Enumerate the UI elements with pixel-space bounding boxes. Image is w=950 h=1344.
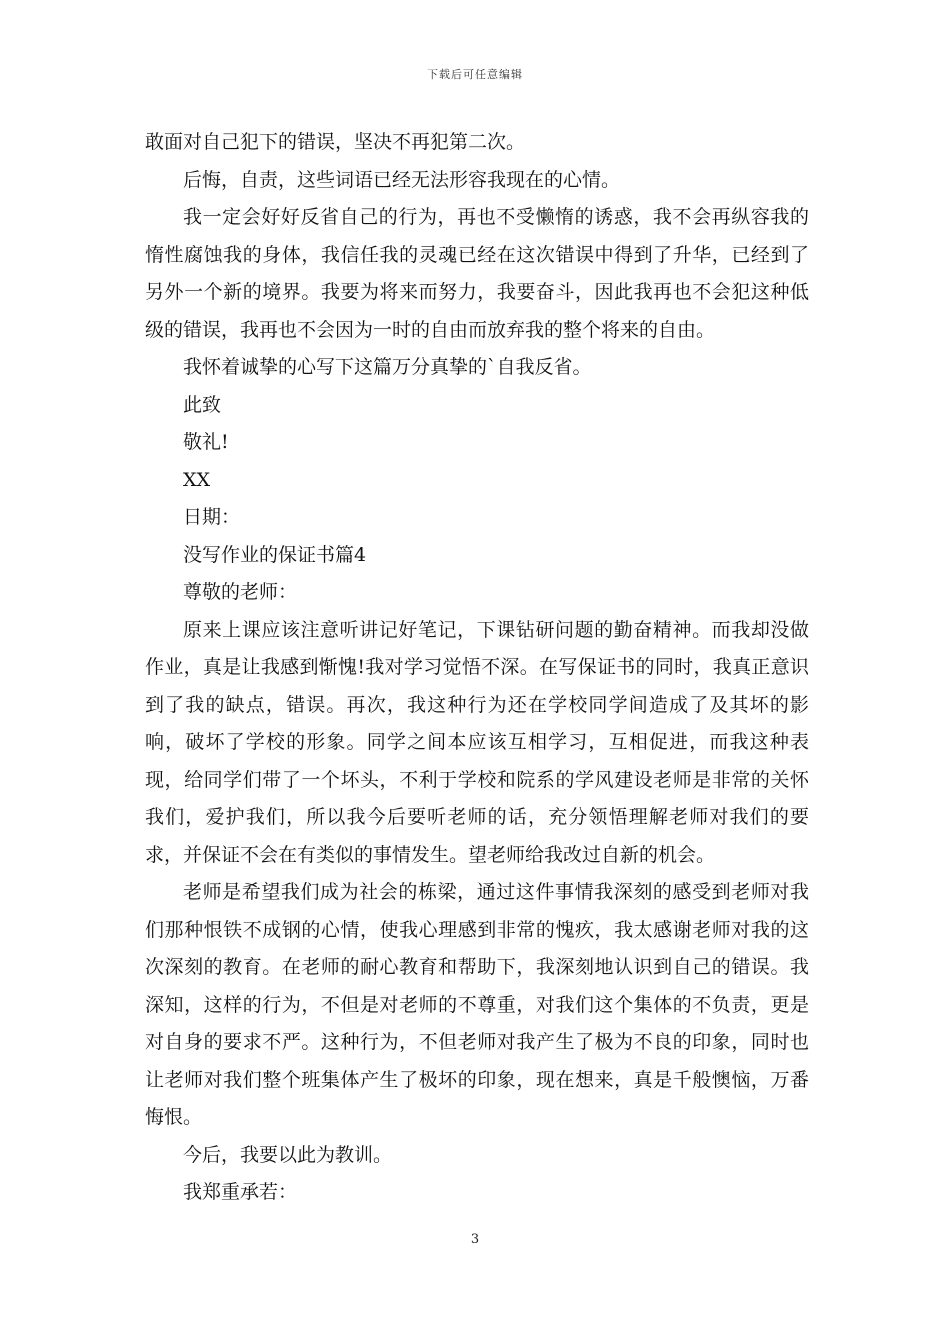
closing-regards: 敬礼! (183, 431, 229, 453)
paragraph: 今后，我要以此为教训。 (183, 1143, 393, 1166)
date-line: 日期： (183, 506, 241, 528)
paragraph: 原来上课应该注意听讲记好笔记，下课钻研问题的勤奋精神。而我却没做作业，真是让我感到惭愧!我对学习觉悟不深。在写保证书的同时，我真正意识到了我的缺点，错误。再次，我这种行为还在学校同学间造成了及其坏的影响，破坏了学校的形象。同学之间本应该互相学习，互相促进，而我这种表现，给同学们带了一个坏头，不利于学校和院系的学风建设老师是非常的关怀我们，爱护我们，所以我今后要听老师的话，充分领悟理解老师对我们的要求，并保证不会在有类似的事情发生。望老师给我改过自新的机会。 (145, 618, 809, 866)
paragraph: 后悔，自责，这些词语已经无法形容我现在的心情。 (183, 168, 621, 191)
signature: XX (183, 468, 211, 491)
page-header: 下载后可任意编辑 (427, 68, 523, 81)
paragraph: 我怀着诚挚的心写下这篇万分真挚的`自我反省。 (183, 356, 592, 378)
paragraph: 我郑重承若： (183, 1181, 298, 1203)
paragraph: 我一定会好好反省自己的行为，再也不受懒惰的诱惑，我不会再纵容我的惰性腐蚀我的身体，我信任我的灵魂已经在这次错误中得到了升华，已经到了另外一个新的境界。我要为将来而努力，我要奋斗，因此我再也不会犯这种低级的错误，我再也不会因为一时的自由而放弃我的整个将来的自由。 (145, 206, 809, 341)
paragraph: 敢面对自己犯下的错误，坚决不再犯第二次。 (145, 131, 526, 153)
greeting: 尊敬的老师： (183, 581, 298, 603)
page-number: 3 (470, 1232, 480, 1247)
paragraph: 老师是希望我们成为社会的栋梁，通过这件事情我深刻的感受到老师对我们那种恨铁不成钢的心情，使我心理感到非常的愧疚，我太感谢老师对我的这次深刻的教育。在老师的耐心教育和帮助下，我深刻地认识到自己的错误。我深知，这样的行为，不但是对老师的不尊重，对我们这个集体的不负责，更是对自身的要求不严。这种行为，不但老师对我产生了极为不良的印象，同时也让老师对我们整个班集体产生了极坏的印象，现在想来，真是千般懊恼，万番悔恨。 (145, 881, 809, 1128)
closing-salutation: 此致 (183, 393, 222, 416)
section-title: 没写作业的保证书篇4 (183, 543, 367, 566)
document-body (145, 124, 809, 1212)
